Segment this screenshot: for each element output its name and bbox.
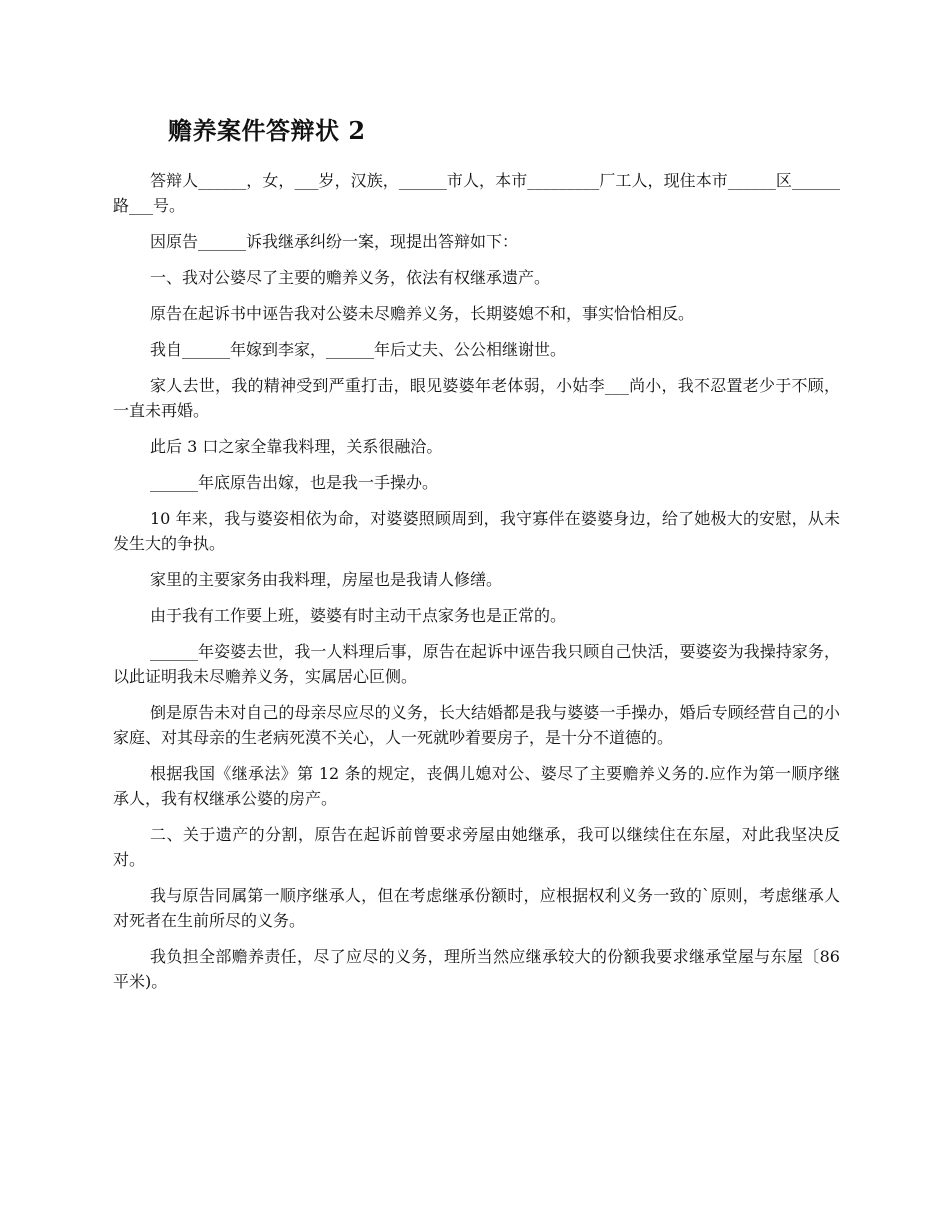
document-title: 赡养案件答辩状 2	[168, 116, 366, 145]
paragraph: 我自______年嫁到李家，______年后丈夫、公公相继谢世。	[150, 340, 567, 359]
document-body	[113, 168, 840, 1005]
paragraph-intro: 因原告______诉我继承纠纷一案，现提出答辩如下：	[150, 232, 519, 251]
paragraph: 根据我国《继承法》第 12 条的规定，丧偶儿媳对公、婆尽了主要赡养义务的.应作为第一顺序继承人，我有权继承公婆的房产。	[113, 764, 840, 808]
paragraph: 原告在起诉书中诬告我对公婆未尽赡养义务，长期婆媳不和，事实恰恰相反。	[150, 304, 695, 323]
paragraph: ______年姿婆去世，我一人料理后事，原告在起诉中诬告我只顾自己快活，要婆姿为我操持家务，以此证明我未尽赡养义务，实属居心叵侧。	[113, 642, 840, 686]
paragraph-respondent-info: 答辩人______，女，___岁，汉族，______市人，本市_________厂工人，现住本市______区______路___号。	[113, 171, 840, 215]
paragraph: 我负担全部赡养责任，尽了应尽的义务，理所当然应继承较大的份额我要求继承堂屋与东屋〔86 平米)。	[113, 947, 840, 991]
paragraph: 10 年来，我与婆姿相依为命，对婆婆照顾周到，我守寡伴在婆婆身边，给了她极大的安慰，从未发生大的争执。	[113, 509, 840, 553]
paragraph: ______年底原告出嫁，也是我一手操办。	[150, 473, 439, 492]
paragraph: 倒是原告未对自己的母亲尽应尽的义务，长大结婚都是我与婆婆一手操办，婚后专顾经营自己的小家庭、对其母亲的生老病死漠不关心，人一死就吵着要房子，是十分不道德的。	[113, 703, 840, 747]
paragraph: 由于我有工作要上班，婆婆有时主动干点家务也是正常的。	[150, 606, 567, 625]
paragraph: 家人去世，我的精神受到严重打击，眼见婆婆年老体弱，小姑李___尚小，我不忍置老少于不顾，一直未再婚。	[113, 376, 840, 420]
paragraph-section-one-heading: 一、我对公婆尽了主要的赡养义务，依法有权继承遗产。	[150, 268, 551, 287]
paragraph: 家里的主要家务由我料理，房屋也是我请人修缮。	[150, 570, 503, 589]
paragraph: 此后 3 口之家全靠我料理，关系很融洽。	[150, 437, 443, 456]
paragraph: 我与原告同属第一顺序继承人，但在考虑继承份额时，应根据权利义务一致的`原则，考虑继承人对死者在生前所尽的义务。	[113, 886, 840, 930]
paragraph-section-two-heading: 二、关于遗产的分割，原告在起诉前曾要求旁屋由她继承，我可以继续住在东屋，对此我坚决反对。	[113, 825, 840, 869]
